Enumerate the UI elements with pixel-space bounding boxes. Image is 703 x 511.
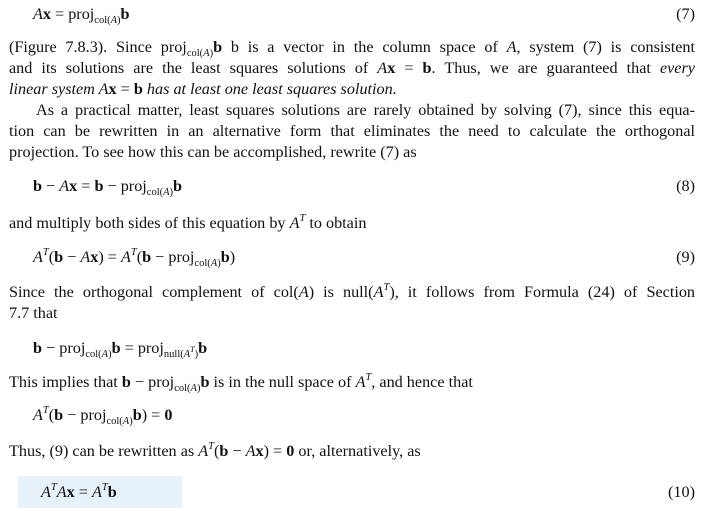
- paragraph-1-line-1: (Figure 7.8.3). Since proj$_{col(A)}$b b is a vector in the column space of A, system (7) is consistent: [9, 38, 695, 59]
- equation-9: [9, 247, 695, 271]
- equation-9-number: (9): [676, 248, 695, 266]
- paragraph-4-line-1: Since the orthogonal complement of col(A) is $null(A^T)$, it follows from Formula (24) of Section: [9, 282, 696, 301]
- paragraph-2-line-2: tion can be rewritten in an alternative form that eliminates the need to calculate the orthogonal: [9, 122, 695, 140]
- equation-10: [9, 482, 695, 506]
- equation-8-body: b − Ax = b − proj$_{col(A)}$b: [33, 177, 183, 198]
- paragraph-2-line-1: As a practical matter, least squares solutions are rarely obtained by solving (7), since this equa-: [36, 101, 695, 119]
- equation-orthogonality-body: $A^T(b$ − proj$_{col(A)}$b) = 0: [33, 405, 173, 427]
- paragraph-3: and multiply both sides of this equation by $A^T$ to obtain: [9, 213, 367, 232]
- paragraph-2-line-3: projection. To see how this can be accomplished, rewrite (7) as: [9, 143, 417, 161]
- equation-8: [9, 176, 695, 200]
- equation-9-body: $A^T(b - Ax) = A^T(b$ − proj$_{col(A)}$b): [33, 247, 236, 269]
- equation-orthogonality: [9, 405, 695, 429]
- paragraph-4-line-2: 7.7 that: [9, 304, 58, 322]
- paragraph-6: Thus, (9) can be rewritten as $A^T(b - Ax) = 0$ or, alternatively, as: [9, 441, 421, 460]
- equation-projection-identity-body: b − proj$_{col(A)}$b = proj$_{null(A^T)}$b: [33, 339, 208, 360]
- equation-10-number: (10): [668, 483, 695, 501]
- paragraph-5: This implies that b − proj$_{col(A)}$b is in the null space of $A^T$, and hence that: [9, 372, 473, 394]
- equation-8-number: (8): [676, 177, 695, 195]
- paragraph-1-line-3: linear system Ax = b has at least one least squares solution.: [9, 80, 397, 98]
- equation-7-body: Ax = proj$_{col(A)}$b: [33, 5, 130, 26]
- equation-7: [9, 4, 695, 28]
- paragraph-1-line-2: and its solutions are the least squares solutions of Ax = b. Thus, we are guaranteed that every: [9, 59, 695, 77]
- equation-10-body: $A^TAx = A^Tb$: [41, 482, 117, 501]
- equation-7-number: (7): [676, 5, 695, 23]
- equation-projection-identity: [9, 338, 695, 362]
